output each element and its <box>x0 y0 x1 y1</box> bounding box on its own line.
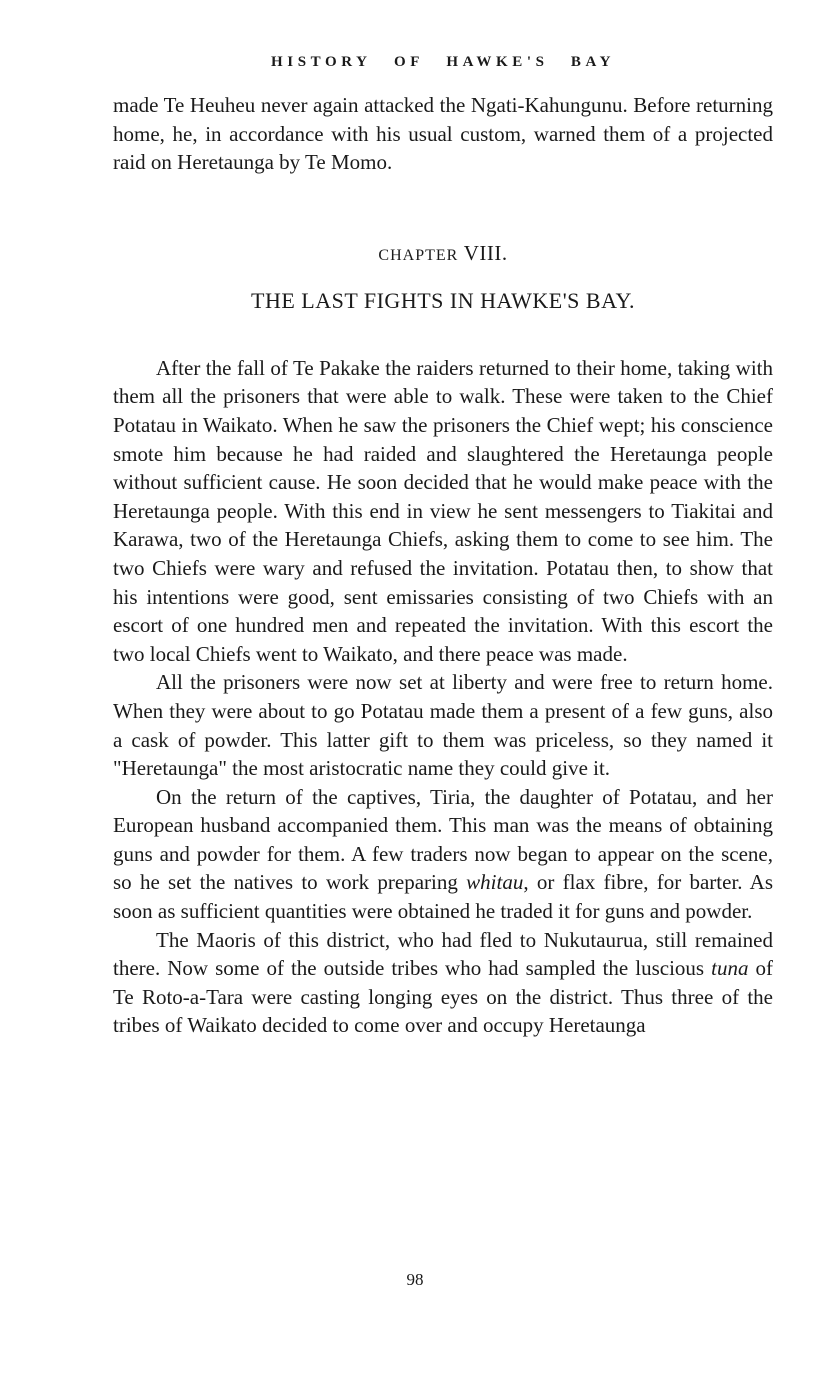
running-head-word: BAY <box>570 54 616 70</box>
body-paragraph <box>113 926 773 1040</box>
running-head-word: OF <box>393 54 424 70</box>
chapter-number: VIII. <box>463 240 508 265</box>
running-head-word: HISTORY <box>270 54 372 70</box>
page-number: 98 <box>406 1270 424 1289</box>
paragraph-text: The Maoris of this district, who had fled to Nukutaurua, still remained there. Now some of the outside tribes who had sampled the luscious <box>113 927 773 981</box>
chapter-label: CHAPTER <box>378 246 459 264</box>
italic-term: tuna <box>711 956 749 981</box>
paragraph-text: of Te Roto-a-Tara were casting longing eyes on the district. Thus three of the tribes of Waikato decided to come over and occupy Heretaunga <box>113 956 773 1038</box>
opening-paragraph: made Te Heuheu never again attacked the Ngati-Kahungunu. Before returning home, he, in accordance with his usual custom, warned them of a projected raid on Heretaunga by Te Momo. <box>113 93 773 175</box>
body-paragraph <box>113 783 773 926</box>
book-page <box>113 54 773 1040</box>
chapter-heading <box>113 241 773 266</box>
body-paragraph: After the fall of Te Pakake the raiders returned to their home, taking with them all the prisoners that were able to walk. These were taken to the Chief Potatau in Waikato. When he saw the prisoners the Chief wept; his conscience smote him because he had raided and slaughtered the Heretaunga people without sufficient cause. He soon decided that he would make peace with the Heretaunga people. With this end in view he sent messengers to Tiakitai and Karawa, two of the Heretaunga Chiefs, asking them to come to see him. The two Chiefs were wary and refused the invitation. Potatau then, to show that his intentions were good, sent emissaries consisting of two Chiefs with an escort of one hundred men and repeated the invitation. With this escort the two local Chiefs went to Waikato, and there peace was made. <box>113 355 773 666</box>
paragraph-text: On the return of the captives, Tiria, the daughter of Potatau, and her European husband accompanied them. This man was the means of obtaining guns and powder for them. A few traders now began to appear on the scene, so he set the natives to work preparing <box>113 784 773 895</box>
body-paragraph: All the prisoners were now set at liberty and were free to return home. When they were about to go Potatau made them a present of a few guns, also a cask of powder. This latter gift to them was priceless, so they named it "Heretaunga" the most aristocratic name they could give it. <box>113 670 773 781</box>
italic-term: whitau <box>466 870 524 895</box>
running-head <box>113 54 773 71</box>
paragraph-text: , or flax fibre, for barter. As soon as sufficient quantities were obtained he traded it for guns and powder. <box>113 870 773 924</box>
chapter-title: THE LAST FIGHTS IN HAWKE'S BAY. <box>251 287 635 313</box>
running-head-word: HAWKE'S <box>446 54 549 70</box>
